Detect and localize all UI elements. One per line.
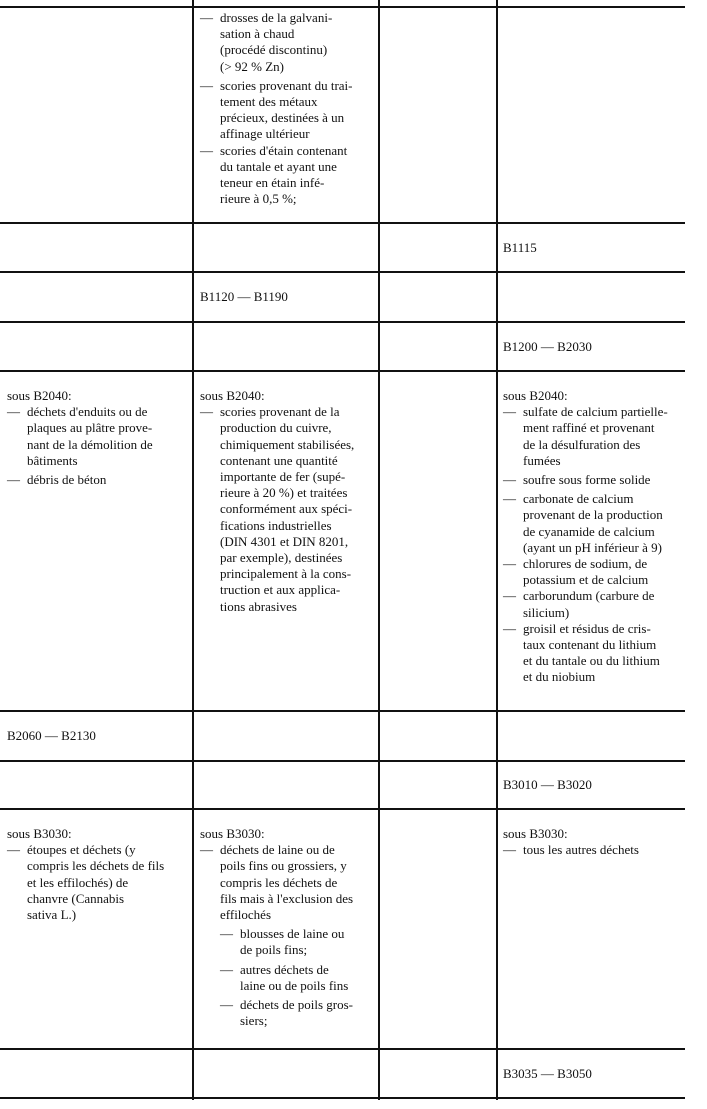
text-line: autres déchets de	[240, 961, 329, 977]
text-line: drosses de la galvani-	[220, 10, 333, 25]
code-range-b1115: B1115	[503, 240, 537, 255]
text-line: effilochés	[220, 907, 272, 923]
list-item	[503, 588, 685, 620]
dash-marker: —	[200, 142, 213, 158]
item-text: débris de béton	[27, 472, 107, 488]
list-item	[200, 78, 372, 143]
text-line: carbonate de calcium	[523, 491, 634, 507]
dash-marker: —	[503, 842, 516, 858]
sub-list-item	[220, 962, 372, 994]
row-divider	[0, 6, 685, 8]
dash-marker: —	[503, 491, 516, 507]
text-line: chlorures de sodium, de	[523, 556, 648, 572]
item-text	[27, 404, 187, 469]
text-line: carborundum (carbure de	[523, 588, 655, 604]
item-text	[523, 404, 685, 469]
list-item	[7, 472, 187, 488]
text-line: chimiquement stabilisées,	[220, 436, 355, 452]
text-line: conformément aux spéci-	[220, 501, 353, 517]
text-line: potassium et de calcium	[523, 572, 649, 588]
text-line: contenant une quantité	[220, 452, 338, 468]
row-divider	[0, 1048, 685, 1050]
text-line: fumées	[523, 452, 561, 468]
list-item	[503, 621, 685, 686]
dash-marker: —	[7, 842, 20, 858]
dash-marker: —	[7, 472, 20, 488]
row-divider	[0, 710, 685, 712]
item-text	[220, 842, 372, 923]
text-line: déchets d'enduits ou de	[27, 404, 148, 420]
cell-r5-c4	[503, 388, 685, 686]
cell-r5-c2	[200, 388, 372, 615]
item-text	[240, 997, 372, 1029]
list-item	[503, 842, 685, 858]
code-range-b1200-b2030: B1200 — B2030	[503, 339, 592, 354]
list-item	[503, 491, 685, 556]
item-text	[220, 404, 372, 615]
text-line: provenant de la production	[523, 507, 663, 523]
text-line: truction et aux applica-	[220, 582, 341, 598]
dash-marker: —	[220, 926, 233, 942]
dash-marker: —	[503, 404, 516, 420]
item-text: tous les autres déchets	[523, 842, 639, 858]
row-divider	[0, 321, 685, 323]
dash-marker: —	[503, 588, 516, 604]
text-line: et du tantale ou du lithium	[523, 653, 660, 669]
item-text	[220, 10, 372, 75]
cell-r8-c2	[200, 826, 372, 1029]
text-line: rieure à 0,5 %;	[220, 191, 297, 207]
text-line: sulfate de calcium partielle-	[523, 404, 668, 420]
text-line: précieux, destinées à un	[220, 110, 345, 126]
cell-r8-c4	[503, 826, 685, 858]
text-line: tions abrasives	[220, 598, 297, 614]
text-line: nant de la démolition de	[27, 436, 153, 452]
text-line: (> 92 % Zn)	[220, 58, 285, 74]
row-divider	[0, 370, 685, 372]
text-line: sation à chaud	[220, 26, 295, 42]
column-divider	[378, 0, 380, 1100]
sub-list	[200, 926, 372, 1029]
text-line: compris les déchets de	[220, 874, 338, 890]
cell-r8-c1	[7, 826, 187, 923]
code-range-b1120-b1190: B1120 — B1190	[200, 289, 288, 304]
dash-marker: —	[200, 404, 213, 420]
text-line: ment raffiné et provenant	[523, 420, 655, 436]
list-item	[200, 143, 372, 208]
sub-list-item	[220, 997, 372, 1029]
section-head: sous B2040:	[200, 388, 265, 403]
cell-r5-c1	[7, 388, 187, 488]
row-divider	[0, 271, 685, 273]
text-line: et les effilochés) de	[27, 874, 129, 890]
text-line: importante de fer (supé-	[220, 469, 346, 485]
text-line: affinage ultérieur	[220, 126, 310, 142]
section-head: sous B2040:	[7, 388, 72, 403]
text-line: chanvre (Cannabis	[27, 890, 125, 906]
text-line: (DIN 4301 et DIN 8201,	[220, 533, 349, 549]
item-text	[523, 588, 685, 620]
text-line: blousses de laine ou	[240, 926, 345, 942]
text-line: scories provenant du trai-	[220, 77, 353, 93]
text-line: plaques au plâtre prove-	[27, 420, 153, 436]
column-divider	[496, 0, 498, 1100]
list-item	[200, 10, 372, 75]
text-line: par exemple), destinées	[220, 550, 343, 566]
text-line: teneur en étain infé-	[220, 175, 325, 191]
row-divider	[0, 1097, 685, 1099]
item-text	[220, 143, 372, 208]
text-line: (procédé discontinu)	[220, 42, 328, 58]
text-line: de poils fins;	[240, 942, 308, 958]
text-line: sativa L.)	[27, 907, 77, 923]
list-item	[503, 556, 685, 588]
column-divider	[192, 0, 194, 1100]
text-line: fils mais à l'exclusion des	[220, 890, 354, 906]
item-text	[523, 491, 685, 556]
dash-marker: —	[220, 997, 233, 1013]
list-item	[503, 404, 685, 469]
list-item	[7, 404, 187, 469]
cell-r1-c2	[200, 10, 372, 207]
dash-marker: —	[503, 556, 516, 572]
text-line: de cyanamide de calcium	[523, 523, 655, 539]
text-line: fications industrielles	[220, 517, 332, 533]
list-item	[7, 842, 187, 923]
text-line: siers;	[240, 1013, 268, 1029]
item-text	[240, 926, 372, 958]
sub-list-item	[220, 926, 372, 958]
dash-marker: —	[503, 620, 516, 636]
dash-marker: —	[200, 10, 213, 25]
code-range-b2060-b2130: B2060 — B2130	[7, 728, 96, 743]
item-text	[523, 556, 685, 588]
text-line: production du cuivre,	[220, 420, 332, 436]
text-line: principalement à la cons-	[220, 566, 352, 582]
text-line: déchets de laine ou de	[220, 842, 335, 858]
dash-marker: —	[220, 961, 233, 977]
text-line: compris les déchets de fils	[27, 858, 165, 874]
text-line: bâtiments	[27, 452, 78, 468]
text-line: poils fins ou grossiers, y	[220, 858, 347, 874]
section-head: sous B3030:	[503, 826, 568, 841]
text-line: taux contenant du lithium	[523, 637, 657, 653]
section-head: sous B3030:	[7, 826, 72, 841]
text-line: du tantale et ayant une	[220, 158, 337, 174]
item-text	[523, 621, 685, 686]
text-line: scories d'étain contenant	[220, 142, 348, 158]
item-text	[220, 78, 372, 143]
item-text	[27, 842, 187, 923]
dash-marker: —	[503, 472, 516, 488]
dash-marker: —	[7, 404, 20, 420]
dash-marker: —	[200, 77, 213, 93]
code-range-b3010-b3020: B3010 — B3020	[503, 777, 592, 792]
section-head: sous B3030:	[200, 826, 265, 841]
code-range-b3035-b3050: B3035 — B3050	[503, 1066, 592, 1081]
text-line: (ayant un pH inférieur à 9)	[523, 539, 662, 555]
text-line: laine ou de poils fins	[240, 977, 349, 993]
row-divider	[0, 222, 685, 224]
item-text	[240, 962, 372, 994]
text-line: et du niobium	[523, 669, 596, 685]
item-text: soufre sous forme solide	[523, 472, 651, 488]
list-item	[200, 404, 372, 615]
text-line: tement des métaux	[220, 94, 318, 110]
section-head: sous B2040:	[503, 388, 568, 403]
list-item	[200, 842, 372, 923]
dash-marker: —	[200, 842, 213, 858]
list-item	[503, 472, 685, 488]
row-divider	[0, 808, 685, 810]
text-line: de la désulfuration des	[523, 436, 641, 452]
row-divider	[0, 760, 685, 762]
text-line: scories provenant de la	[220, 404, 340, 420]
text-line: silicium)	[523, 604, 570, 620]
text-line: étoupes et déchets (y	[27, 842, 136, 858]
text-line: groisil et résidus de cris-	[523, 620, 651, 636]
text-line: rieure à 20 %) et traitées	[220, 485, 348, 501]
text-line: déchets de poils gros-	[240, 997, 354, 1013]
